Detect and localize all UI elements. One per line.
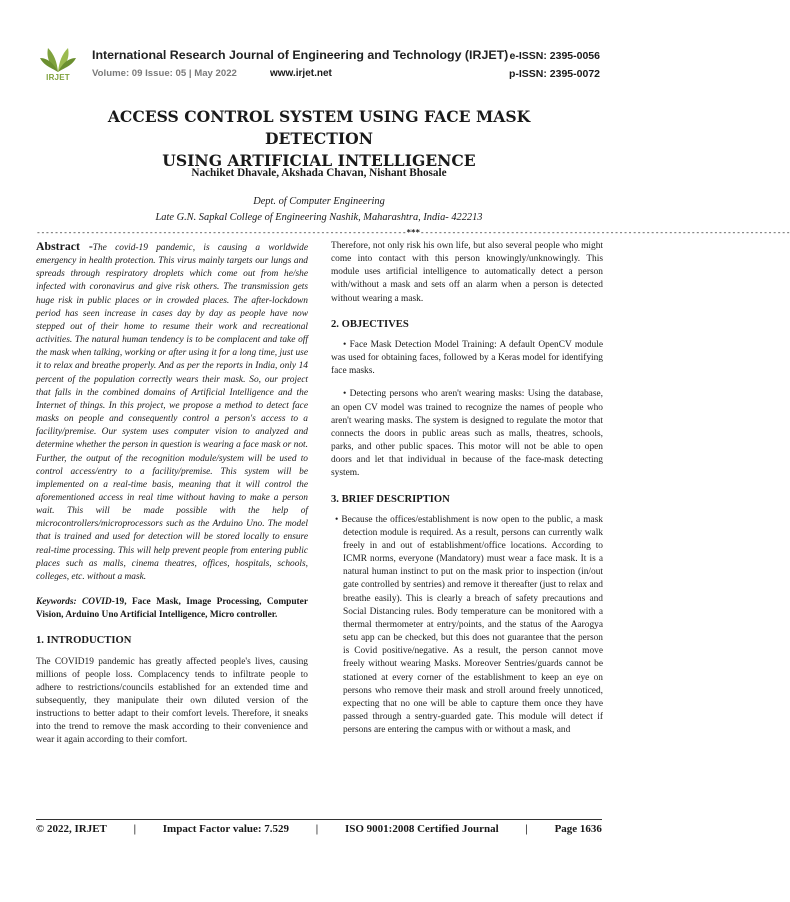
keywords-text: -19, Face Mask, Image Processing, Computer Vision, Arduino Uno Artificial Intelligence, Micro controller. [36, 597, 308, 621]
introduction-text: The COVID19 pandemic has greatly affected people's lives, causing millions of people loss. Complacency tends to infiltrate people to adhere to restrictions/councils established for an extended time and subsequently, they manipulate their own diluted version of the instructions to better adapt to their comfort levels. Therefore, it sneaks into the trend to remove the mask according to their convenience and wear it again according to their comfort. [36, 656, 308, 746]
department: Dept. of Computer Engineering [253, 196, 385, 207]
title-line-1: ACCESS CONTROL SYSTEM USING FACE MASK DETECTION [107, 107, 531, 148]
title-line-2: USING ARTIFICIAL INTELLIGENCE [162, 151, 476, 170]
abstract [36, 240, 308, 584]
abstract-text: The covid-19 pandemic, is causing a worldwide emergency in health protection. This virus mainly targets our lungs and spreads through respiratory droplets which come out from he/she infected with coronavirus and give risk others. The transmission gets huge risk in public places or in crowded places. The after-lockdown period has seen increase in cases day by day as people have now stepped out of their home to resume their work and recreational activities. The natural human tendency is to be complacent and take off the mask when talking, working or after using it for a long time, just use it to relax and breathe properly. And as per the reports in India, only 14 percent of the population correctly wears their mask. So, our project that falls in the combined domains of Artificial Intelligence and the Internet of things. In this project, we propose a method to detect face masks on people and consequently control a person's access to a facility/premise. Our system uses computer vision to analyzed and determine whether the person in question is wearing a face mask or not. Further, the output of the recognition module/system will be used to control access/entry to a facility/premise. This system will be implemented on a real-time basis, meaning that it will control the aforementioned access in real time without having to make a person wait. This will be made possible with the help of microcontrollers/microprocessors such as the Arduino Uno. The model that is trained and used for detection will be stored locally to ensure real-time processing. This will help prevent people from entering public places such as malls, cinema theatres, offices, hospitals, schools, colleges, etc. without a mask. [36, 243, 308, 582]
keywords [36, 596, 308, 622]
pissn: p-ISSN: 2395-0072 [508, 68, 600, 80]
abstract-heading: Abstract - [36, 239, 93, 253]
footer-separator: | [315, 823, 319, 835]
footer-rule [36, 819, 602, 820]
page-number: Page 1636 [554, 823, 602, 835]
keywords-label: Keywords: COVID [36, 597, 112, 608]
college-affiliation: Late G.N. Sapkal College of Engineering Nashik, Maharashtra, India- 422213 [155, 212, 483, 223]
irjet-logo [38, 44, 78, 84]
journal-title: International Research Journal of Engineering and Technology (IRJET) [92, 48, 509, 62]
separator-stars: *** [406, 228, 420, 237]
eissn: e-ISSN: 2395-0056 [509, 50, 600, 62]
volume-issue: Volume: 09 Issue: 05 | May 2022 [92, 68, 237, 79]
objectives-heading: 2. OBJECTIVES [331, 318, 409, 330]
objective-item: • Face Mask Detection Model Training: A default OpenCV module was used for obtaining faces, followed by a Keras model for identifying face masks. [331, 339, 603, 377]
page-footer [36, 823, 602, 835]
journal-website: www.irjet.net [270, 68, 332, 79]
footer-separator: | [133, 823, 137, 835]
copyright: © 2022, IRJET [36, 823, 107, 835]
brief-description-text: • Because the offices/establishment is now open to the public, a mask detection module is required. As a result, persons can currently walk freely in and out of establishment/office locations. According to ICMR norms, everyone (Mandatory) must wear a face mask. It is a natural human instinct to put on the mask prior to inspection (in/out gate controlled by sentries) and remove it thereafter (just to relax and breathe easily). This is clearly a breach of safety precautions and Social Distancing rules. Body temperature can be monitored with a thermal thermometer at entry/points, and the status of the Aarogya setu app can be checked, but this does not guarantee that the person is Covid positive/negative. As a result, the person cannot move freely without wearing Masks. Moreover Sentries/guards cannot be stationed at every corner of the establishment to keep an eye on persons who remove their mask and stroll around freely unnoticed, expecting that no one will be able to capture them once they have passed through a sentry-guarded gate. This module will detect if persons are entering the campus with or without a mask, and [335, 514, 603, 736]
journal-header [38, 44, 600, 88]
section-separator: ----------------------------------------------------------------------------------***---------------------------------------------------------------------------------- [36, 228, 790, 237]
introduction-continued: Therefore, not only risk his own life, but also several people who might come into contact with this person knowingly/unknowingly. This module uses artificial intelligence to automatically detect a person with/without a mask and sets off an alarm when a person is detected without wearing a mask. [331, 241, 603, 304]
impact-factor: Impact Factor value: 7.529 [162, 823, 290, 835]
brief-description-heading: 3. BRIEF DESCRIPTION [331, 493, 450, 505]
iso-certification: ISO 9001:2008 Certified Journal [344, 823, 499, 835]
introduction-heading: 1. INTRODUCTION [36, 635, 132, 647]
authors: Nachiket Dhavale, Akshada Chavan, Nishant Bhosale [191, 167, 447, 179]
objective-item: • Detecting persons who aren't wearing masks: Using the database, an open CV model was trained to recognize the names of people who aren't wearing masks. The system is designed to regulate the motor that connects the doors in public areas such as malls, theatres, schools, parks, and other public spaces. This motor will not be able to open doors and let that individual in because of the face-mask detecting system. [331, 389, 603, 479]
left-column [36, 240, 308, 756]
logo-text: IRJET [46, 73, 70, 82]
paper-title [60, 106, 578, 172]
footer-separator: | [525, 823, 528, 835]
right-column [331, 240, 603, 737]
